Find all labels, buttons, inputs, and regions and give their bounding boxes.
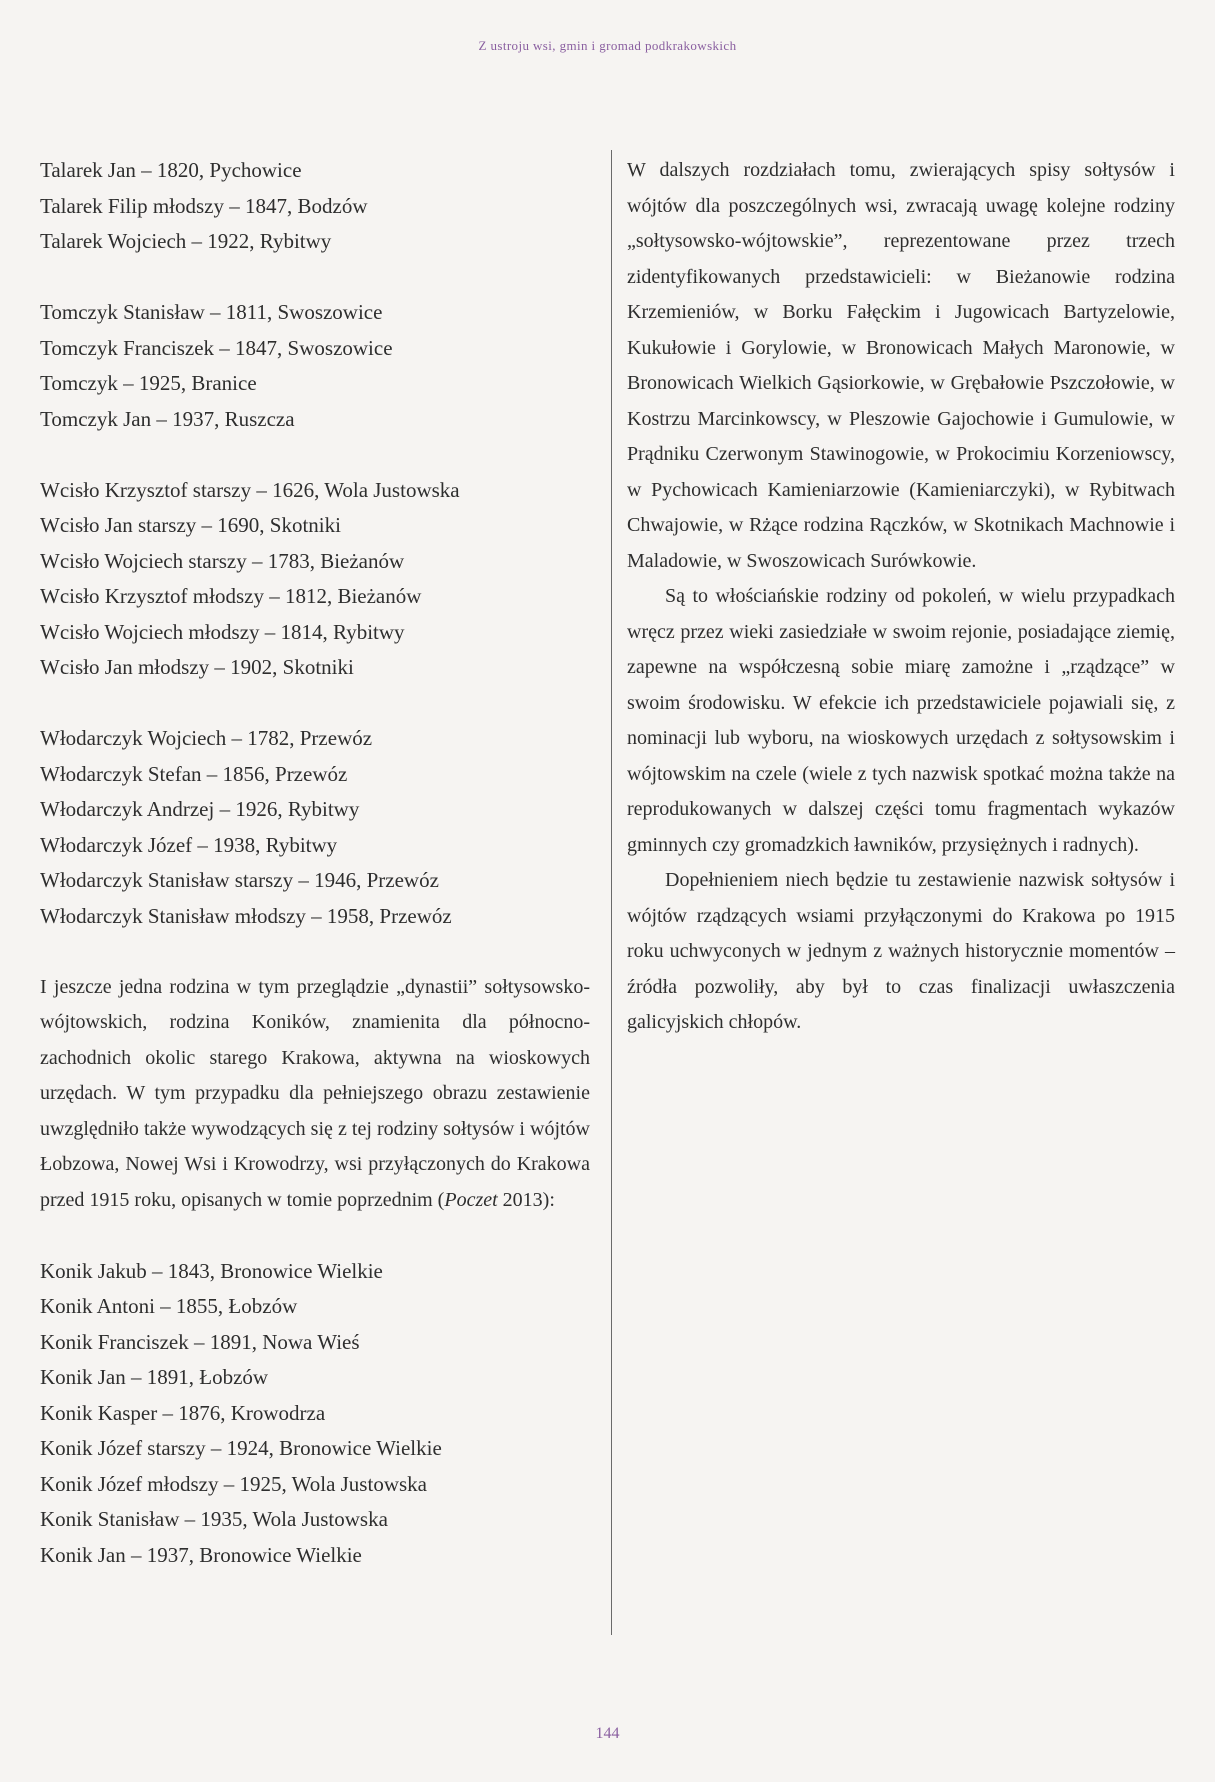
list-item: Wcisło Jan młodszy – 1902, Skotniki [40, 655, 354, 679]
list-item: Konik Jan – 1937, Bronowice Wielkie [40, 1542, 362, 1567]
list-item: Wcisło Wojciech młodszy – 1814, Rybitwy [40, 619, 405, 644]
list-talarek [40, 153, 590, 260]
list-item: Tomczyk Stanisław – 1811, Swoszowice [40, 300, 383, 324]
paragraph-text: I jeszcze jedna rodzina w tym przeglądzie „dynastii” sołtysowsko-wójtowskich, rodzina Koników, znamienita dla północno-zachodnich okolic starego Krakowa, aktywna na wioskowych urzędach. W tym przypadku dla pełniejszego obrazu zestawienie uwzględniło także wywodzących się z tej rodziny sołtysów i wójtów Łobzowa, Nowej Wsi i Krowodrzy, wsi przyłączonych do Krakowa przed 1915 roku, opisanych w tomie poprzednim ( [40, 975, 590, 1211]
list-item: Konik Franciszek – 1891, Nowa Wieś [40, 1329, 360, 1354]
list-item: Konik Jakub – 1843, Bronowice Wielkie [40, 1258, 383, 1283]
list-item: Wcisło Krzysztof starszy – 1626, Wola Justowska [40, 477, 460, 502]
column-divider [611, 150, 612, 1635]
list-item: Konik Kasper – 1876, Krowodrza [40, 1400, 326, 1425]
list-item: Włodarczyk Stanisław starszy – 1946, Przewóz [40, 868, 439, 892]
list-tomczyk [40, 295, 590, 437]
citation-year: 2013): [497, 1188, 555, 1211]
list-item: Konik Józef młodszy – 1925, Wola Justowska [40, 1471, 427, 1496]
list-item: Tomczyk Franciszek – 1847, Swoszowice [40, 335, 393, 360]
list-item: Wcisło Krzysztof młodszy – 1812, Bieżanów [40, 584, 422, 608]
list-item: Włodarczyk Stefan – 1856, Przewóz [40, 761, 348, 786]
list-wlodarczyk [40, 721, 590, 934]
citation-title: Poczet [444, 1188, 498, 1211]
list-wcislo [40, 473, 590, 686]
running-head: Z ustroju wsi, gmin i gromad podkrakowskich [478, 38, 737, 53]
list-item: Konik Józef starszy – 1924, Bronowice Wielkie [40, 1436, 442, 1460]
list-item: Konik Jan – 1891, Łobzów [40, 1365, 269, 1389]
left-column [40, 153, 590, 1609]
list-item: Konik Stanisław – 1935, Wola Justowska [40, 1507, 388, 1531]
list-item: Wcisło Wojciech starszy – 1783, Bieżanów [40, 548, 405, 573]
right-column [627, 153, 1175, 1041]
list-item: Tomczyk Jan – 1937, Ruszcza [40, 406, 295, 431]
list-item: Talarek Filip młodszy – 1847, Bodzów [40, 193, 368, 218]
body-paragraph: W dalszych rozdziałach tomu, zwierających spisy sołtysów i wójtów dla poszczególnych wsi, zwracają uwagę kolejne rodziny „sołtysowsko-wójtowskie”, reprezentowane przez trzech zidentyfikowanych przedstawicieli: w Bieżanowie rodzina Krzemieniów, w Borku Fałęckim i Jugowicach Bartyzelowie, Kukułowie i Gorylowie, w Bronowicach Małych Maronowie, w Bronowicach Wielkich Gąsiorkowie, w Grębałowie Pszczołowie, w Kostrzu Marcinkowscy, w Pleszowie Gajochowie i Gumulowie, w Prądniku Czerwonym Stawinogowie, w Prokocimiu Korzeniowscy, w Pychowicach Kamieniarzowie (Kamieniarczyki), w Rybitwach Chwajowie, w Rżące rodzina Rączków, w Skotnikach Machnowie i Maladowie, w Swoszowicach Surówkowie. [627, 159, 1175, 572]
list-item: Talarek Jan – 1820, Pychowice [40, 158, 302, 182]
list-item: Talarek Wojciech – 1922, Rybitwy [40, 229, 332, 253]
list-item: Konik Antoni – 1855, Łobzów [40, 1294, 298, 1318]
list-item: Tomczyk – 1925, Branice [40, 371, 257, 395]
konik-intro-paragraph [40, 970, 590, 1219]
list-item: Włodarczyk Wojciech – 1782, Przewóz [40, 726, 373, 750]
list-item: Wcisło Jan starszy – 1690, Skotniki [40, 513, 341, 537]
list-item: Włodarczyk Józef – 1938, Rybitwy [40, 832, 338, 857]
body-paragraph: Dopełnieniem niech będzie tu zestawienie nazwisk sołtysów i wójtów rządzących wsiami przyłączonymi do Krakowa po 1915 roku uchwyconych w jednym z ważnych historycznie momentów – źródła pozwoliły, aby był to czas finalizacji uwłaszczenia galicyjskich chłopów. [627, 869, 1175, 1033]
list-item: Włodarczyk Andrzej – 1926, Rybitwy [40, 797, 360, 821]
list-item: Włodarczyk Stanisław młodszy – 1958, Przewóz [40, 903, 452, 928]
body-paragraph: Są to włościańskie rodziny od pokoleń, w wielu przypadkach wręcz przez wieki zasiedziałe w swoim rejonie, posiadające ziemię, zapewne na współczesną sobie miarę zamożne i „rządzące” w swoim środowisku. W efekcie ich przedstawiciele pojawiali się, z nominacji lub wyboru, na wioskowych urzędach z sołtysowskim i wójtowskim na czele (wiele z tych nazwisk spotkać można także na reprodukowanych w dalszej części tomu fragmentach wykazów gminnych czy gromadzkich ławników, przysiężnych i radnych). [627, 585, 1175, 856]
list-konik [40, 1254, 590, 1574]
page-number: 144 [595, 1725, 620, 1742]
